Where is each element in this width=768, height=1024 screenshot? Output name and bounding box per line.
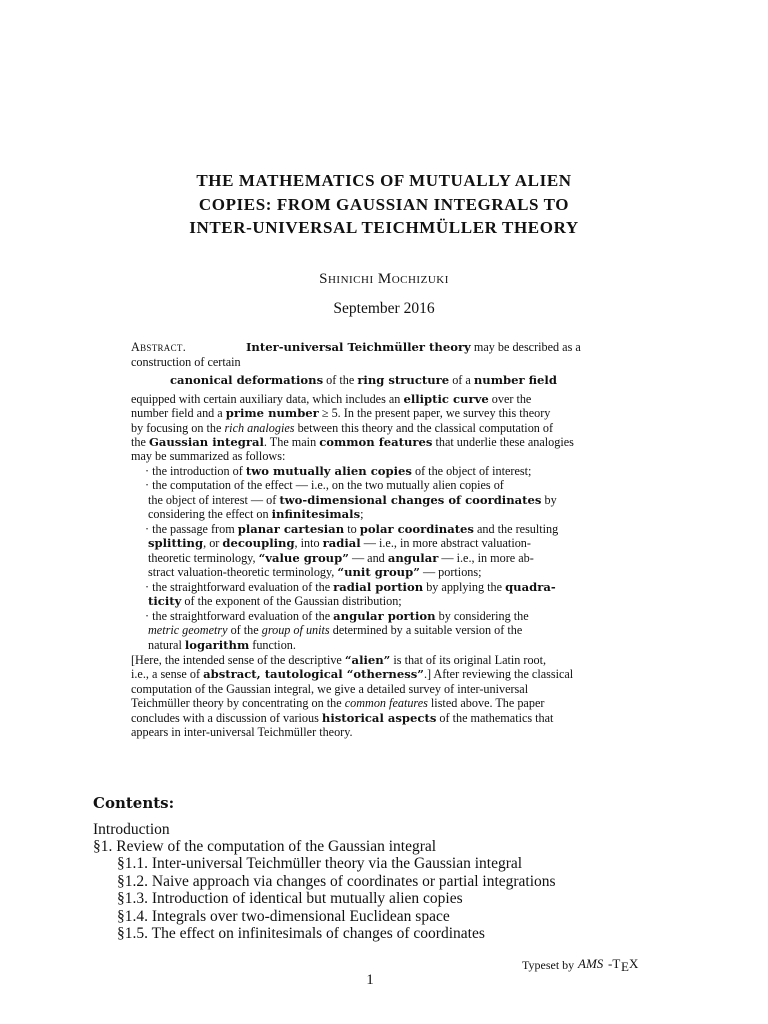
contents-heading: Contents: [93,794,175,812]
toc-item[interactable]: §1.1. Inter-universal Teichmüller theory via the Gaussian integral [117,855,523,872]
abstract-line [145,609,529,624]
abstract-text-segment: · the straightforward evaluation of the [145,580,334,594]
abstract-text-segment: of the mathematics that [436,711,554,725]
paper-title-line-2: COPIES: FROM GAUSSIAN INTEGRALS TO [198,195,570,214]
abstract-text-segment: by [541,493,557,507]
abstract-text-segment: prime number [225,406,319,420]
abstract-text-segment: listed above. The paper [427,696,545,710]
svg-text:E: E [621,959,630,972]
toc-item[interactable]: Introduction [93,821,170,838]
toc-item[interactable]: §1.5. The effect on infinitesimals of changes of coordinates [117,925,485,942]
abstract-line [170,373,557,388]
abstract-text-segment: determined by a suitable version of the [329,623,523,637]
abstract-line [131,355,241,370]
abstract-text-segment: infinitesimals [271,507,361,521]
abstract-text-segment: quadra- [505,580,556,594]
abstract-text-segment: of the exponent of the Gaussian distribution; [181,594,402,608]
svg-text:-T: -T [608,956,621,971]
abstract-text-segment: number field and a [131,406,226,420]
abstract-line [148,565,482,580]
abstract-text-segment: of the [227,623,262,637]
abstract-text-segment: angular [387,551,439,565]
abstract-text-segment: natural [148,638,185,652]
abstract-line [131,682,528,697]
abstract-text-segment: by focusing on the [131,421,225,435]
abstract-text-segment: — portions; [419,565,482,579]
abstract-line [145,580,556,595]
abstract-line [148,594,402,609]
abstract-text-segment: of the object of interest; [411,464,532,478]
abstract-line [131,421,553,436]
abstract-text-segment: · the passage from [145,522,238,536]
abstract-line [148,638,296,653]
abstract-line [131,711,553,726]
abstract-text-segment: Gaussian integral [148,435,264,449]
abstract-text-segment: of a [449,373,474,387]
svg-text:AMS: AMS [578,956,604,971]
toc-item[interactable]: §1.4. Integrals over two-dimensional Euclidean space [117,908,450,925]
abstract-text-segment: two-dimensional changes of coordinates [279,493,542,507]
abstract-text-segment: “alien” [344,653,391,667]
abstract-text-segment: elliptic curve [403,392,489,406]
abstract-text-segment: over the [488,392,532,406]
abstract-text-segment: canonical deformations [170,373,324,387]
abstract-line [148,551,534,566]
abstract-text-segment: radial portion [333,580,424,594]
abstract-text-segment: decoupling [222,536,295,550]
abstract-line [131,725,353,740]
abstract-text-segment: computation of the Gaussian integral, we give a detailed survey of inter-universal [131,682,529,696]
abstract-line [246,340,581,355]
abstract-text-segment: may be described as a [470,340,581,354]
abstract-text-segment: — i.e., in more abstract valuation- [360,536,531,550]
abstract-text-segment: i.e., a sense of [131,667,204,681]
abstract-text-segment: two mutually alien copies [245,464,412,478]
abstract-text-segment: ticity [148,594,182,608]
abstract-text-segment: .] After reviewing the classical [423,667,574,681]
abstract-text-segment: function. [249,638,296,652]
abstract-text-segment: common features [319,435,433,449]
abstract-text-segment: considering the effect on [148,507,272,521]
svg-text:X: X [629,956,639,971]
abstract-text-segment: “value group” [258,551,349,565]
toc-item[interactable]: §1.2. Naive approach via changes of coordinates or partial integrations [117,873,556,890]
abstract-text-segment: common features [344,696,428,710]
abstract-text-segment: abstract, tautological “otherness” [203,667,424,681]
abstract-text-segment: — and [348,551,388,565]
toc-item[interactable]: §1. Review of the computation of the Gaussian integral [93,838,437,855]
abstract-text-segment: between this theory and the classical computation of [294,421,554,435]
typeset-credit [522,956,639,973]
abstract-text-segment: “unit group” [337,565,420,579]
abstract-line [145,522,558,537]
typeset-label: Typeset by [522,958,575,972]
abstract-line [148,507,364,522]
abstract-text-segment: , or [203,536,223,550]
paper-title-line-3: INTER-UNIVERSAL TEICHMÜLLER THEORY [189,218,579,237]
abstract-line [131,449,285,464]
abstract-heading: Abstract. [131,340,187,354]
abstract-text-segment: , into [294,536,323,550]
abstract-text-segment: of the [323,373,358,387]
paper-title-line-1: THE MATHEMATICS OF MUTUALLY ALIEN [196,171,572,190]
abstract-text-segment: — i.e., in more ab- [438,551,534,565]
abstract-text-segment: . The main [263,435,320,449]
abstract-text-segment: metric geometry [148,623,228,637]
ams-tex-logo [577,956,639,972]
abstract-text-segment: is that of its original Latin root, [390,653,547,667]
abstract-text-segment: logarithm [184,638,250,652]
abstract-line [145,478,504,493]
abstract-text-segment: number field [473,373,557,387]
abstract-text-segment: splitting [148,536,204,550]
abstract-text-segment: the object of interest — of [148,493,280,507]
abstract-line [148,493,557,508]
abstract-text-segment: by applying the [423,580,506,594]
abstract-text-segment: [Here, the intended sense of the descriptive [131,653,345,667]
abstract-text-segment: polar coordinates [359,522,474,536]
abstract-line [131,406,550,421]
abstract-line [131,653,546,668]
abstract-text-segment: the [131,435,149,449]
abstract-line [131,667,573,682]
toc-item[interactable]: §1.3. Introduction of identical but mutually alien copies [117,890,463,907]
abstract-text-segment: ; [360,507,364,521]
abstract-text-segment: may be summarized as follows: [131,449,286,463]
abstract-text-segment: ≥ 5. In the present paper, we survey this theory [318,406,551,420]
abstract-text-segment: construction of certain [131,355,241,369]
abstract-text-segment: appears in inter-universal Teichmüller theory. [131,725,353,739]
abstract-text-segment: radial [322,536,361,550]
abstract-text-segment: to [344,522,360,536]
abstract-text-segment: ring structure [357,373,450,387]
abstract-text-segment: and the resulting [473,522,559,536]
abstract-text-segment: equipped with certain auxiliary data, which includes an [131,392,404,406]
abstract-text-segment: · the straightforward evaluation of the [145,609,334,623]
abstract-text-segment: historical aspects [321,711,437,725]
abstract-text-segment: concludes with a discussion of various [131,711,322,725]
author-name: Shinichi Mochizuki [319,271,449,287]
abstract-text-segment: Inter-universal Teichmüller theory [246,340,471,354]
abstract-line [131,435,574,450]
publication-date: September 2016 [333,300,435,317]
abstract-text-segment: by considering the [435,609,529,623]
abstract-text-segment: stract valuation-theoretic terminology, [148,565,338,579]
abstract-text-segment: angular portion [333,609,436,623]
abstract-line [131,696,544,711]
abstract-text-segment: that underlie these analogies [432,435,574,449]
page-number: 1 [366,972,374,988]
abstract-line [148,623,522,638]
abstract-text-segment: planar cartesian [237,522,345,536]
abstract-text-segment: theoretic terminology, [148,551,259,565]
abstract-text-segment: rich analogies [224,421,295,435]
abstract-line [148,536,531,551]
abstract-line [131,392,531,407]
abstract-text-segment: · the computation of the effect — i.e., on the two mutually alien copies of [145,478,504,492]
abstract-line [145,464,531,479]
abstract-text-segment: Teichmüller theory by concentrating on the [131,696,345,710]
abstract-text-segment: group of units [261,623,330,637]
abstract-text-segment: · the introduction of [145,464,246,478]
